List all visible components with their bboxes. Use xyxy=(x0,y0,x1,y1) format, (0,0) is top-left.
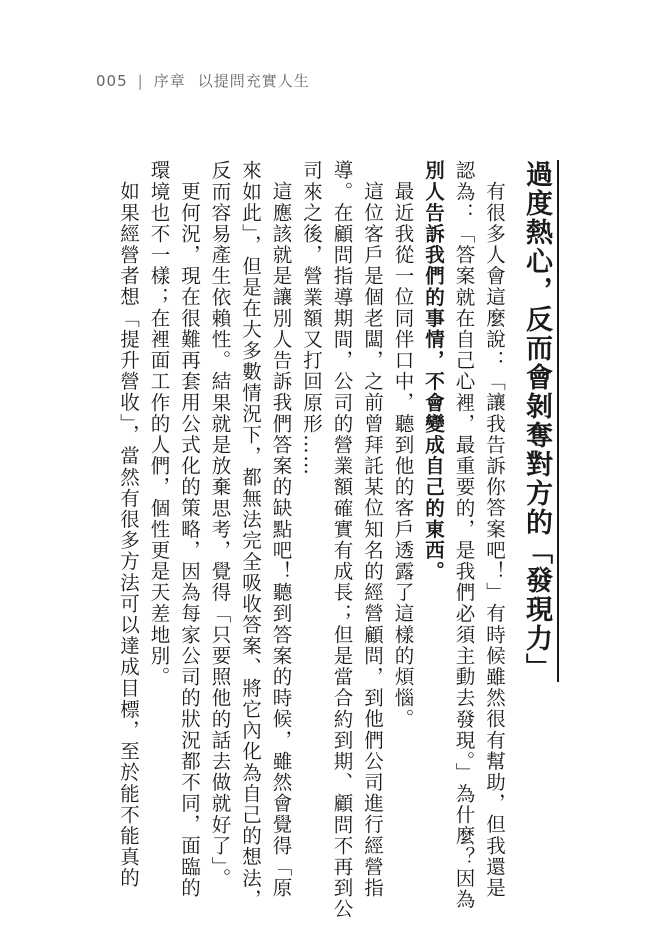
body-line-5: 這位客戶是個老闆，之前曾拜託某位知名的經營顧問，到他們公司進行經營指 xyxy=(361,181,384,899)
body-line-4: 最近我從一位同伴口中，聽到他的客戶透露了這樣的煩惱。 xyxy=(391,181,415,730)
body-line-10: 反而容易產生依賴性。結果就是放棄思考，覺得「只要照他的話去做就好了」。 xyxy=(208,160,232,889)
chapter-label: 序章 xyxy=(153,72,186,90)
running-header xyxy=(96,70,310,91)
page-number: 005 xyxy=(96,72,128,90)
header-separator: | xyxy=(137,72,144,90)
body-line-2: 認為：「答案就在自己心裡，最重要的，是我們必須主動去發現。」為什麼？因為 xyxy=(452,160,476,910)
chapter-title: 以提問充實人生 xyxy=(197,72,310,90)
section-heading: 過度熱心，反而會剝奪對方的「發現力」 xyxy=(519,160,559,682)
body-line-8: 這應該就是讓別人告訴我們答案的缺點吧！聽到答案的時候，雖然會覺得「原 xyxy=(269,181,293,899)
body-line-6: 導。在顧問指導期間，公司的營業額確實有成長；但是當合約到期、顧問不再到公 xyxy=(330,160,354,920)
body-line-7: 司來之後，營業額又打回原形…… xyxy=(300,160,323,477)
body-line-13: 如果經營者想「提升營收」，當然有很多方法可以達成目標，至於能不能真的 xyxy=(117,181,140,889)
body-line-12: 環境也不一樣；在裡面工作的人們，個性更是天差地別。 xyxy=(147,160,171,688)
body-line-9: 來如此」，但是在大多數情況下，都無法完全吸收答案、將它內化為自己的想法， xyxy=(239,160,262,910)
vertical-text-block xyxy=(113,160,560,920)
body-line-1: 有很多人會這麼說：「讓我告訴你答案吧！」有時候雖然很有幫助，但我還是 xyxy=(483,181,506,899)
body-line-3: 別人告訴我們的事情，不會變成自己的東西。 xyxy=(422,160,445,582)
body-line-11: 更何況，現在很難再套用公式化的策略，因為每家公司的狀況都不同，面臨的 xyxy=(178,181,201,899)
